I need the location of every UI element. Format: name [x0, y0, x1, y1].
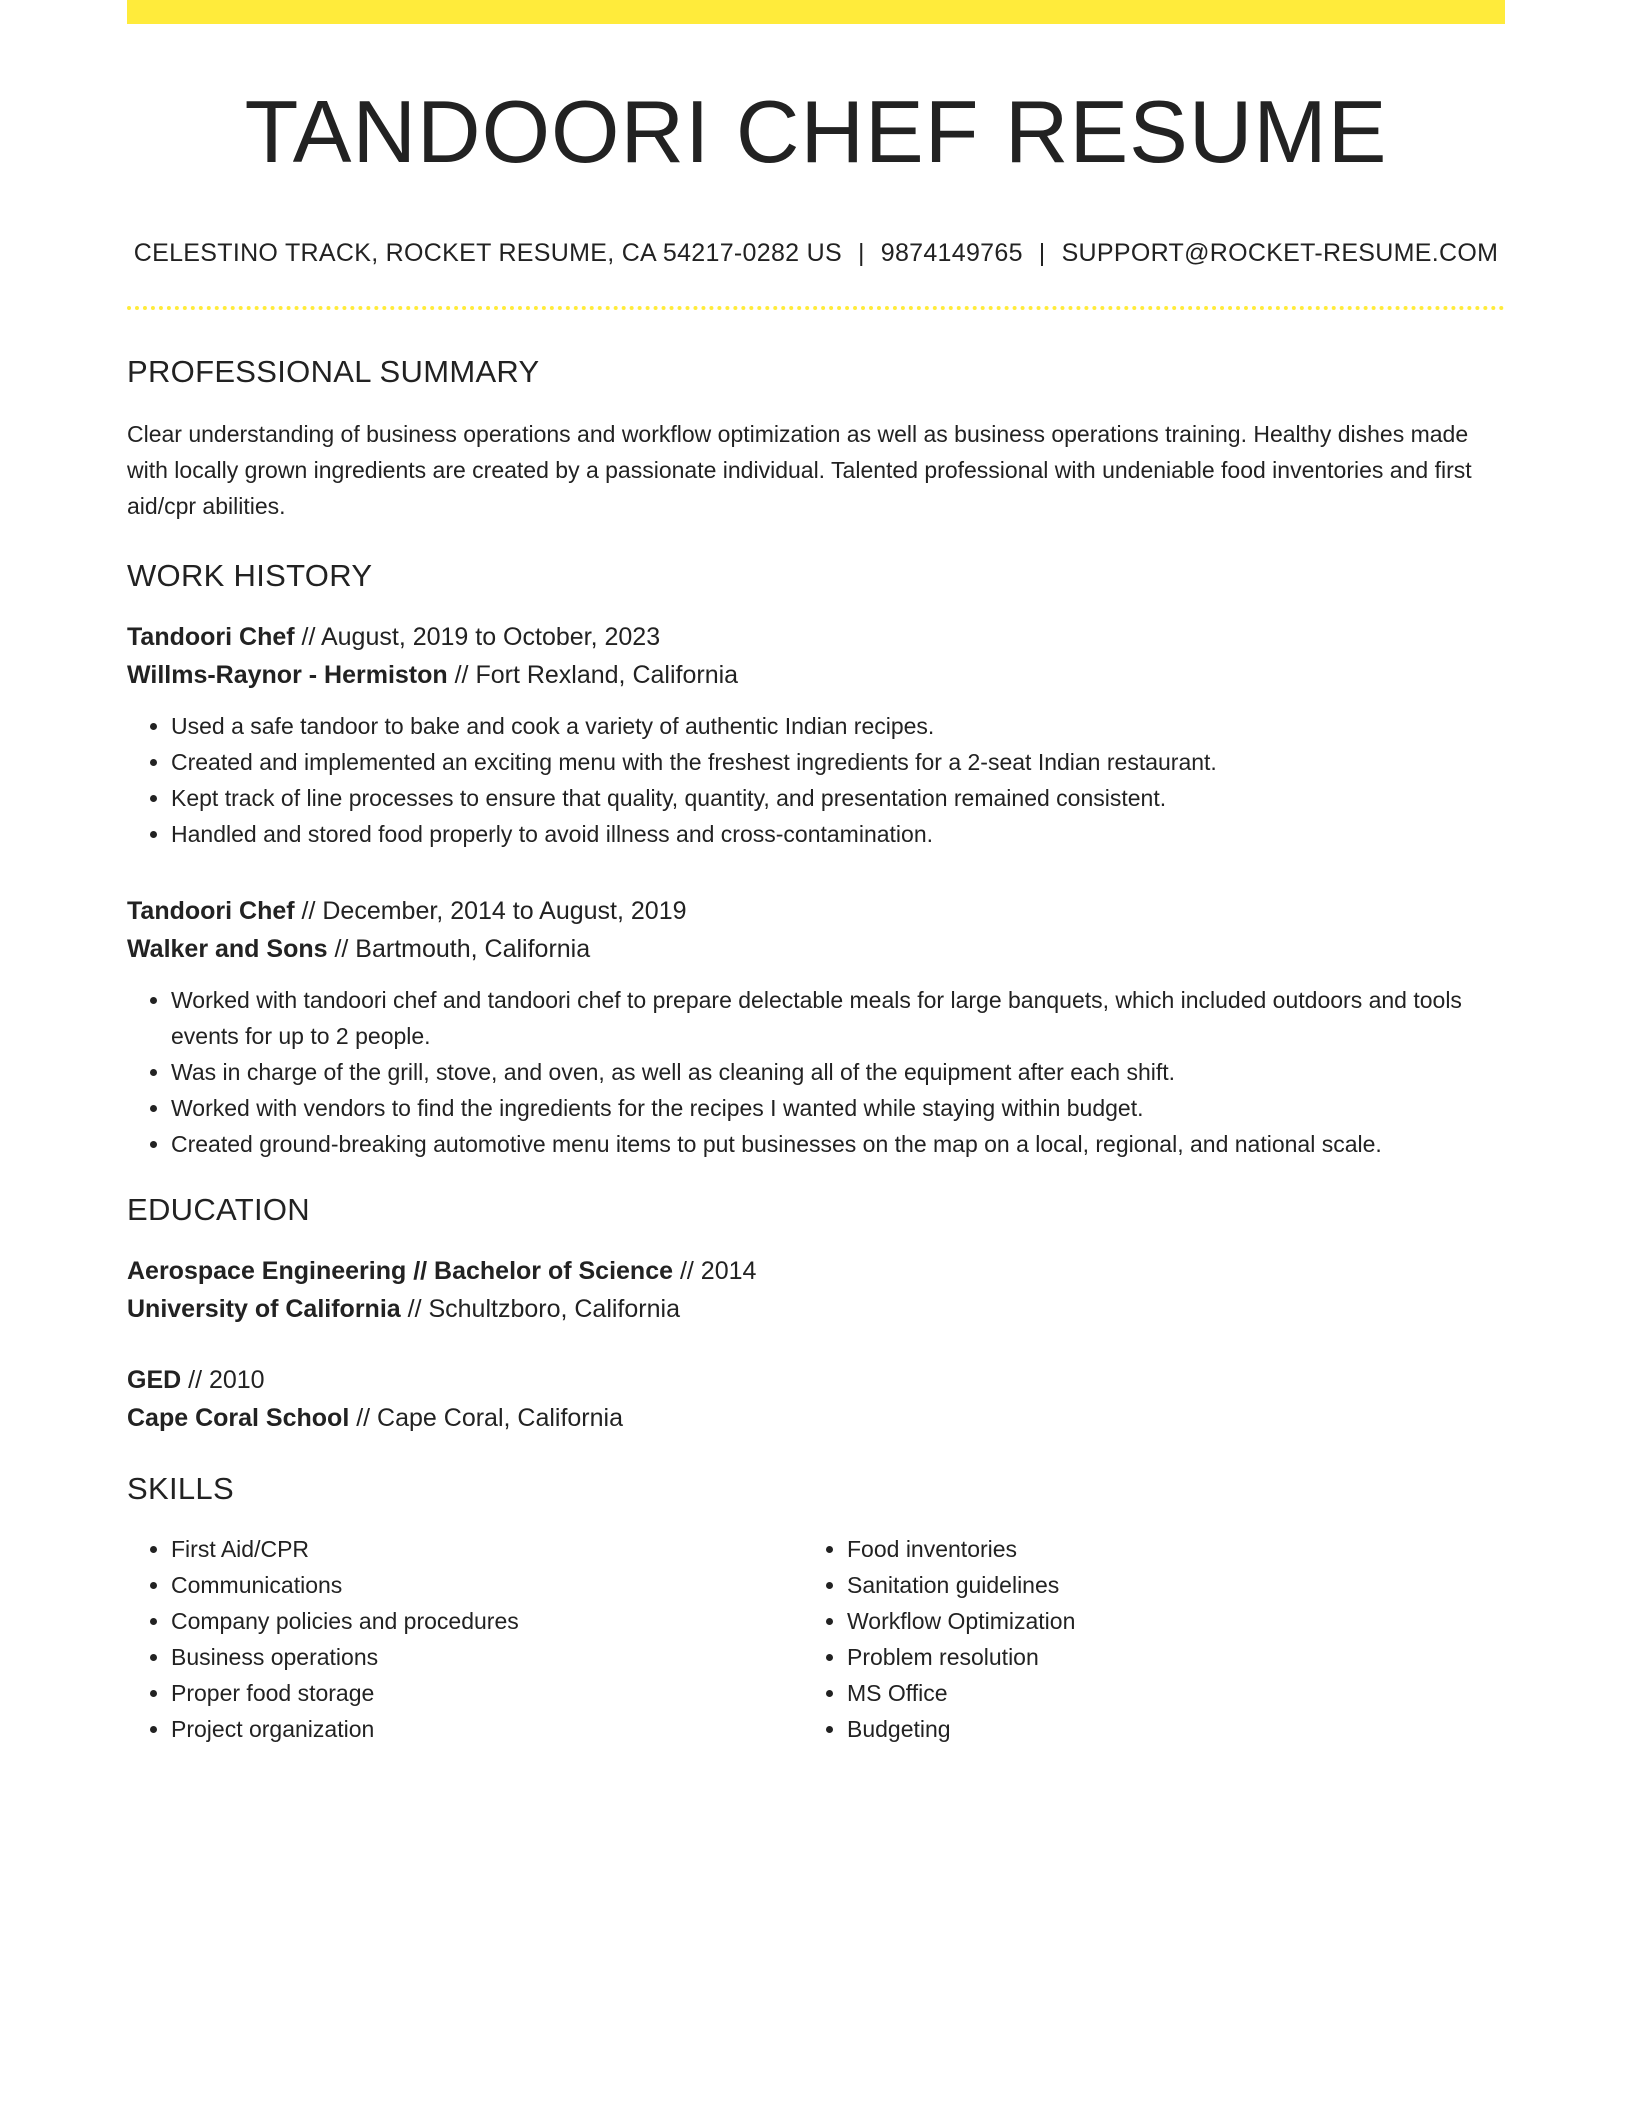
contact-email: SUPPORT@ROCKET-RESUME.COM: [1061, 238, 1499, 267]
job-dates: // August, 2019 to October, 2023: [294, 622, 661, 651]
education-location: // Cape Coral, California: [349, 1403, 623, 1432]
skill-item: • First Aid/CPR: [171, 1531, 803, 1567]
education-school: University of California: [127, 1294, 401, 1323]
job-bullet: • Created and implemented an exciting menu with the freshest ingredients for a 2-seat Indian restaurant.: [171, 744, 1505, 780]
job-dates: // December, 2014 to August, 2019: [294, 896, 687, 925]
education-location: // Schultzboro, California: [400, 1294, 680, 1323]
contact-phone: 9874149765: [880, 238, 1023, 267]
skill-item: • Workflow Optimization: [847, 1603, 1479, 1639]
skills-list-left: [127, 1531, 803, 1747]
education-degree-line: [127, 1361, 1505, 1399]
skills-list-right: [803, 1531, 1479, 1747]
contact-separator: |: [1038, 238, 1046, 267]
skill-item: • Proper food storage: [171, 1675, 803, 1711]
skills-heading: SKILLS: [127, 1470, 234, 1506]
job-title: Tandoori Chef: [127, 622, 295, 651]
skill-item: • MS Office: [847, 1675, 1479, 1711]
resume-title: TANDOORI CHEF RESUME: [244, 82, 1388, 181]
job-location: // Fort Rexland, California: [447, 660, 739, 689]
education-school: Cape Coral School: [127, 1403, 350, 1432]
skill-item: • Company policies and procedures: [171, 1603, 803, 1639]
job-location: // Bartmouth, California: [327, 934, 591, 963]
job-bullets: [127, 982, 1505, 1162]
contact-line: [127, 239, 1505, 268]
job-bullet: • Kept track of line processes to ensure that quality, quantity, and presentation remained consistent.: [171, 780, 1505, 816]
education-degree-line: [127, 1252, 1505, 1290]
education-heading: EDUCATION: [127, 1191, 310, 1227]
job-company: Willms-Raynor - Hermiston: [127, 660, 448, 689]
education-entry: [127, 1361, 1505, 1437]
job-bullets: [127, 708, 1505, 852]
job-company-line: [127, 656, 1505, 694]
job-title-line: [127, 892, 1505, 930]
job-entry: [127, 892, 1505, 1162]
skill-item: • Problem resolution: [847, 1639, 1479, 1675]
job-bullet: • Created ground-breaking automotive menu items to put businesses on the map on a local, regional, and national scale.: [171, 1126, 1505, 1162]
header-divider: [127, 306, 1505, 310]
skill-item: • Business operations: [171, 1639, 803, 1675]
skills-column-left: [127, 1531, 803, 1747]
education-school-line: [127, 1290, 1505, 1328]
resume-page: [127, 0, 1505, 1747]
education-degree: Aerospace Engineering // Bachelor of Science: [127, 1256, 674, 1285]
education-degree: GED: [127, 1365, 182, 1394]
job-entry: [127, 618, 1505, 852]
skill-item: • Project organization: [171, 1711, 803, 1747]
accent-top-bar: [127, 0, 1505, 24]
contact-address: CELESTINO TRACK, ROCKET RESUME, CA 54217-0282 US: [133, 238, 842, 267]
education-year: // 2010: [181, 1365, 265, 1394]
skill-item: • Sanitation guidelines: [847, 1567, 1479, 1603]
job-bullet: • Used a safe tandoor to bake and cook a variety of authentic Indian recipes.: [171, 708, 1505, 744]
job-title: Tandoori Chef: [127, 896, 295, 925]
job-title-line: [127, 618, 1505, 656]
job-bullet: • Handled and stored food properly to avoid illness and cross-contamination.: [171, 816, 1505, 852]
skills-columns: [127, 1531, 1505, 1747]
skill-item: • Communications: [171, 1567, 803, 1603]
education-entry: [127, 1252, 1505, 1328]
work-history-heading: WORK HISTORY: [127, 557, 373, 593]
summary-heading: PROFESSIONAL SUMMARY: [127, 353, 540, 389]
education-year: // 2014: [673, 1256, 757, 1285]
summary-text: Clear understanding of business operations and workflow optimization as well as business operations training. Healthy dishes made with locally grown ingredients are created by a passionate individual. Talented professional with undeniable food inventories and first aid/cpr abilities.: [127, 420, 1472, 519]
skills-column-right: [803, 1531, 1479, 1747]
job-bullet: • Worked with vendors to find the ingredients for the recipes I wanted while staying within budget.: [171, 1090, 1505, 1126]
job-company-line: [127, 930, 1505, 968]
skill-item: • Budgeting: [847, 1711, 1479, 1747]
job-bullet: • Worked with tandoori chef and tandoori chef to prepare delectable meals for large banquets, which included outdoors and tools events for up to 2 people.: [171, 982, 1505, 1054]
education-school-line: [127, 1399, 1505, 1437]
contact-separator: |: [857, 238, 865, 267]
job-company: Walker and Sons: [127, 934, 328, 963]
skill-item: • Food inventories: [847, 1531, 1479, 1567]
job-bullet: • Was in charge of the grill, stove, and oven, as well as cleaning all of the equipment after each shift.: [171, 1054, 1505, 1090]
